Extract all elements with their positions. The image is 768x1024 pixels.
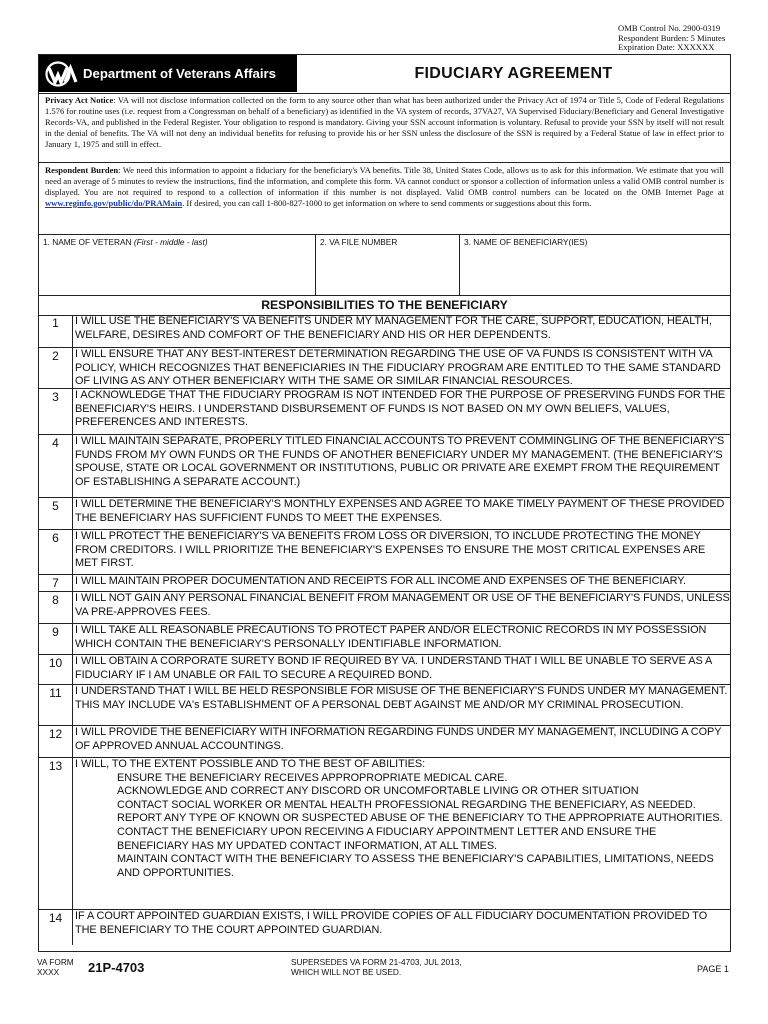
responsibility-text: I WILL USE THE BENEFICIARY'S VA BENEFITS UNDER MY MANAGEMENT FOR THE CARE, SUPPORT, EDUCATION, HEALTH, WELFARE, DESIRES AND COMFORT OF THE BENEFICIARY AND HIS OR HER DEPENDENTS. (75, 315, 712, 341)
responsibility-number: 4 (39, 435, 73, 497)
responsibility-subitem: ACKNOWLEDGE AND CORRECT ANY DISCORD OR UNCOMFORTABLE LIVING OR OTHER SITUATION (117, 785, 639, 798)
responsibility-subitem: CONTACT THE BENEFICIARY UPON RECEIVING A FIDUCIARY APPOINTMENT LETTER AND ENSURE THE BENEFICIARY HAS MY UPDATED CONTACT INFORMATION, AT ALL TIMES. (117, 825, 657, 852)
omb-control-number: OMB Control No. 2900-0319 (618, 23, 721, 33)
responsibility-text: I ACKNOWLEDGE THAT THE FIDUCIARY PROGRAM IS NOT INTENDED FOR THE PURPOSE OF PRESERVING FUNDS FOR THE BENEFICIARY'S HEIRS. I UNDERSTAND DISBURSEMENT OF FUNDS IS NOT BASED ON MY OWN BELIEFS, VALUES, PREFERENCES AND INTERESTS. (75, 389, 726, 429)
responsibility-number: 12 (39, 726, 73, 757)
va-seal-icon (45, 61, 79, 87)
responsibility-item (39, 389, 730, 435)
responsibility-subitem: MAINTAIN CONTACT WITH THE BENEFICIARY TO ASSESS THE BENEFICIARY'S CAPABILITIES, LIMITATIONS, NEEDS AND OPPORTUNITIES. (117, 853, 714, 879)
responsibility-number: 9 (39, 624, 73, 654)
responsibility-text-block (75, 685, 730, 712)
va-form-text: VA FORM (37, 957, 74, 967)
responsibility-item (39, 655, 730, 685)
respondent-burden-label: Respondent Burden (45, 165, 119, 175)
responsibility-text-block (75, 315, 730, 342)
responsibility-item (39, 758, 730, 910)
responsibility-number: 14 (39, 910, 73, 945)
responsibility-subitem: CONTACT SOCIAL WORKER OR MENTAL HEALTH PROFESSIONAL REGARDING THE BENEFICIARY, AS NEEDED. (117, 798, 696, 811)
responsibility-number: 3 (39, 389, 73, 434)
va-file-number-label: 2. VA FILE NUMBER (320, 237, 398, 247)
veteran-name-field[interactable] (39, 235, 316, 295)
responsibility-subitem: ENSURE THE BENEFICIARY RECEIVES APPROPROPRIATE MEDICAL CARE. (117, 771, 508, 784)
responsibility-item (39, 592, 730, 624)
respondent-burden-text: : We need this information to appoint a fiduciary for the beneficiary's VA benefits. Title 38, United States Code, allows us to ask for this information. We estimate that you will need an average of 5 minutes to review the instructions, find the information, and complete this form. VA cannot conduct or sponsor a collection of information unless a valid OMB control number is displayed. You are not required to respond to a collection of information if this number is not displayed. Valid OMB control numbers can be located on the OMB Internet Page at (45, 165, 724, 197)
responsibility-item (39, 685, 730, 726)
va-file-number-field[interactable] (316, 235, 460, 295)
responsibility-text: IF A COURT APPOINTED GUARDIAN EXISTS, I WILL PROVIDE COPIES OF ALL FIDUCIARY DOCUMENTATION PROVIDED TO THE BENEFICIARY TO THE COURT APPOINTED GUARDIAN. (75, 910, 708, 936)
responsibility-item (39, 624, 730, 655)
department-name: Department of Veterans Affairs (83, 66, 276, 81)
responsibility-text: I WILL OBTAIN A CORPORATE SURETY BOND IF REQUIRED BY VA. I UNDERSTAND THAT I WILL BE UNABLE TO SERVE AS A FIDUCIARY IF I AM UNABLE OR FAIL TO SECURE A REQUIRED BOND. (75, 655, 712, 681)
responsibility-text: I WILL DETERMINE THE BENEFICIARY'S MONTHLY EXPENSES AND AGREE TO MAKE TIMELY PAYMENT OF THESE PROVIDED THE BENEFICIARY HAS SUFFICIENT FUNDS TO MEET THE EXPENSES. (75, 498, 725, 524)
department-banner (39, 55, 297, 92)
responsibility-number: 1 (39, 315, 73, 347)
responsibility-item (39, 726, 730, 758)
responsibility-text-block (75, 655, 730, 682)
responsibility-text-block (75, 910, 730, 937)
beneficiary-name-label: 3. NAME OF BENEFICIARY(IES) (464, 237, 588, 247)
responsibility-subitem: REPORT ANY TYPE OF KNOWN OR SUSPECTED ABUSE OF THE BENEFICIARY TO THE APPROPRIATE AUTHORITIES. (117, 812, 723, 825)
responsibility-text-block (75, 389, 730, 430)
privacy-act-label: Privacy Act Notice (45, 95, 114, 105)
responsibility-text: I WILL NOT GAIN ANY PERSONAL FINANCIAL BENEFIT FROM MANAGEMENT OR USE OF THE BENEFICIARY'S FUNDS, UNLESS VA PRE-APPROVES FEES. (75, 592, 730, 618)
responsibility-item (39, 498, 730, 530)
supersedes-line-2: WHICH WILL NOT BE USED. (291, 967, 402, 977)
responsibility-text: I WILL PROVIDE THE BENEFICIARY WITH INFORMATION REGARDING FUNDS UNDER MY MANAGEMENT, INCLUDING A COPY OF APPROVED ANNUAL ACCOUNTINGS. (75, 726, 722, 752)
responsibility-item (39, 530, 730, 575)
beneficiary-name-field[interactable] (460, 235, 730, 295)
responsibility-text-block (75, 624, 730, 651)
veteran-name-label: 1. NAME OF VETERAN (43, 237, 134, 247)
omb-link[interactable]: www.reginfo.gov/public/do/PRAMain (45, 197, 183, 208)
responsibility-item (39, 910, 730, 945)
responsibility-item (39, 348, 730, 389)
responsibility-number: 10 (39, 655, 73, 684)
respondent-burden-notice (39, 163, 730, 235)
responsibility-number: 7 (39, 575, 73, 591)
responsibility-number: 5 (39, 498, 73, 529)
omb-info (618, 24, 725, 53)
responsibility-number: 13 (39, 758, 73, 909)
responsibility-text-block (75, 758, 730, 880)
responsibility-item (39, 315, 730, 348)
omb-expiration-date: Expiration Date: XXXXXX (618, 42, 715, 53)
responsibility-text: I WILL MAINTAIN SEPARATE, PROPERLY TITLED FINANCIAL ACCOUNTS TO PREVENT COMMINGLING OF THE BENEFICIARY'S FUNDS FROM MY OWN FUNDS OR THE FUNDS OF ANOTHER BENEFICIARY UNDER MY MANAGEMENT. (THE BENEFICIARY'S SPOUSE, STATE OR LOCAL GOVERNMENT OR INSTITUTIONS, PUBLIC OR PRIVATE ARE EXEMPT FROM THE REQUIREMENT OF ESTABLISHING A SEPARATE ACCOUNT.) (75, 435, 725, 488)
identification-fields (39, 235, 730, 296)
privacy-act-notice (39, 93, 730, 163)
responsibility-text: I UNDERSTAND THAT I WILL BE HELD RESPONSIBLE FOR MISUSE OF THE BENEFICIARY'S FUNDS UNDER MY MANAGEMENT. THIS MAY INCLUDE VA's ESTABLISHMENT OF A PERSONAL DEBT AGAINST ME AND/OR MY CRIMINAL PROSECUTION. (75, 685, 728, 711)
responsibility-text-block (75, 498, 730, 525)
responsibility-text: I WILL ENSURE THAT ANY BEST-INTEREST DETERMINATION REGARDING THE USE OF VA FUNDS IS CONSISTENT WITH VA POLICY, WHICH RECOGNIZES THAT BENEFICIARIES IN THE FIDUCIARY PROGRAM ARE ENTITLED TO THE SAME STANDARD OF LIVING AS ANY OTHER BENEFICIARY WITH THE SAME OR SIMILAR FINANCIAL RESOURCES. (75, 348, 721, 388)
form-header (39, 55, 730, 94)
respondent-burden-text-end: . If desired, you can call 1-800-827-1000 to get information on where to send comments or suggestions about this form. (182, 197, 592, 208)
responsibility-text-block (75, 575, 730, 589)
fiduciary-agreement-form (38, 54, 731, 952)
responsibility-text-block (75, 435, 730, 489)
form-number: 21P-4703 (88, 960, 145, 975)
responsibility-text: I WILL PROTECT THE BENEFICIARY'S VA BENEFITS FROM LOSS OR DIVERSION, TO INCLUDE PROTECTING THE MONEY FROM CREDITORS. I WILL PRIORITIZE THE BENEFICIARY'S EXPENSES TO ENSURE THE MOST CRITICAL EXPENSES ARE MET FIRST. (75, 530, 706, 570)
responsibility-text-block (75, 348, 730, 389)
responsibility-text: I WILL, TO THE EXTENT POSSIBLE AND TO THE BEST OF ABILITIES: (75, 758, 426, 770)
va-form-date: XXXX (37, 967, 60, 977)
responsibility-text: I WILL MAINTAIN PROPER DOCUMENTATION AND RECEIPTS FOR ALL INCOME AND EXPENSES OF THE BENEFICIARY. (75, 575, 686, 587)
responsibility-text-block (75, 530, 730, 571)
form-title: FIDUCIARY AGREEMENT (414, 64, 613, 82)
responsibility-text-block (75, 592, 730, 619)
responsibility-number: 6 (39, 530, 73, 574)
supersedes-line-1: SUPERSEDES VA FORM 21-4703, JUL 2013, (291, 957, 462, 967)
responsibility-number: 8 (39, 592, 73, 623)
page-number: PAGE 1 (697, 964, 729, 974)
form-footer (0, 957, 768, 987)
responsibility-number: 11 (39, 685, 73, 725)
responsibility-text-block (75, 726, 730, 753)
privacy-act-text: : VA will not disclose information collected on the form to any source other than what has been authorized under the Privacy Act of 1974 or Title 5, Code of Federal Regulations 1.576 for routine uses (i.e. request from a Congressman on behalf of a beneficiary) as identified in the VA system of records, 37VA27, VA Supervised Fiduciary/Beneficiary and General Investigative Records-VA, and published in the Federal Register. Your obligation to respond is mandatory. Giving your SSN account information is voluntary. Refusal to provide your SSN by itself will not result in the denial of benefits. The VA will not deny an individual benefits for refusing to provide his or her SSN unless the disclosure of the SSN is required by a Federal Statue of law in effect prior to January 1, 1975 and still in effect. (45, 95, 724, 149)
omb-respondent-burden: Respondent Burden: 5 Minutes (618, 32, 726, 43)
veteran-name-hint: (First - middle - last) (133, 237, 208, 247)
responsibility-number: 2 (39, 348, 73, 388)
supersedes-note (291, 957, 462, 977)
responsibilities-title: RESPONSIBILITIES TO THE BENEFICIARY (39, 295, 730, 316)
va-form-label (37, 957, 74, 977)
responsibility-item (39, 575, 730, 592)
responsibility-text: I WILL TAKE ALL REASONABLE PRECAUTIONS TO PROTECT PAPER AND/OR ELECTRONIC RECORDS IN MY POSSESSION WHICH CONTAIN THE BENEFICIARY'S PERSONALLY IDENTIFIABLE INFORMATION. (75, 624, 707, 650)
responsibility-item (39, 435, 730, 498)
